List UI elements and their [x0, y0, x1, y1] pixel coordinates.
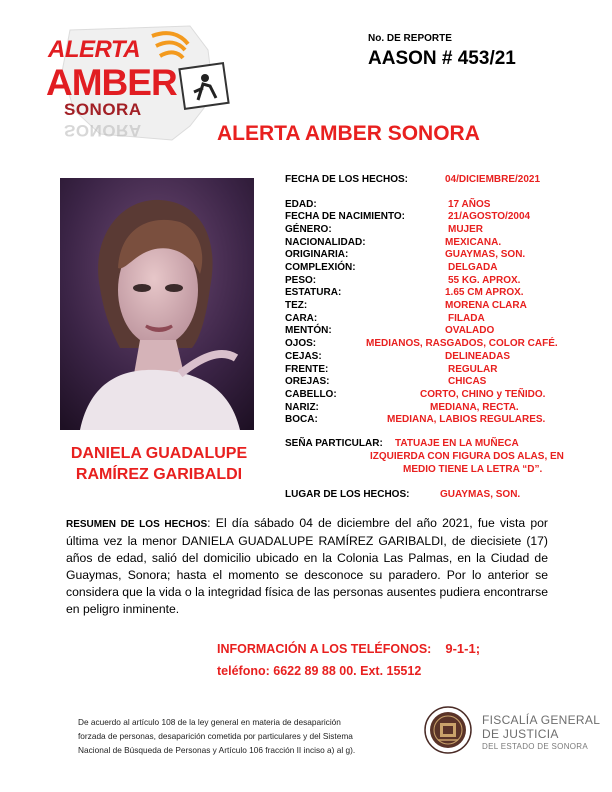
logo-amber-text: AMBER	[46, 62, 177, 103]
field-label-complexion: COMPLEXIÓN:	[285, 262, 356, 273]
field-value-ojos: MEDIANOS, RASGADOS, COLOR CAFÉ.	[366, 338, 558, 349]
logo-sonora-text: SONORA	[64, 100, 142, 119]
field-label-orejas: OREJAS:	[285, 376, 330, 387]
field-label-genero: GÉNERO:	[285, 224, 332, 235]
emergency-number: 9-1-1;	[445, 641, 481, 656]
resumen-text: : El día sábado 04 de diciembre del año 2021, fue vista por última vez la menor DANIELA GUADALUPE RAMÍREZ GARIBALDI, de diecisiete (17) años de edad, salió del domicilio ubicado en la Colonia Las Palmas, en la Ciudad de Guaymas, Sonora; hasta el momento se desconoce su paradero. Por lo anterior se considera que la vida o la integridad física de las personas ausentes pudiera encontrarse en peligro inminente.	[66, 516, 548, 616]
field-label-fecha-hechos: FECHA DE LOS HECHOS:	[285, 174, 408, 185]
field-value-cejas: DELINEADAS	[445, 351, 511, 362]
field-value-edad: 17 AÑOS	[448, 199, 491, 210]
field-label-cabello: CABELLO:	[285, 389, 337, 400]
report-number: AASON # 453/21	[368, 48, 516, 69]
field-label-nacimiento: FECHA DE NACIMIENTO:	[285, 211, 405, 222]
missing-person-photo	[60, 178, 254, 430]
field-value-cabello: CORTO, CHINO y TEÑIDO.	[420, 389, 546, 400]
field-value-menton: OVALADO	[445, 325, 495, 336]
sena-particular-label: SEÑA PARTICULAR:	[285, 438, 383, 449]
field-value-tez: MORENA CLARA	[445, 300, 527, 311]
field-value-orejas: CHICAS	[448, 376, 487, 387]
footer-legal-text	[78, 715, 408, 757]
field-value-genero: MUJER	[448, 224, 484, 235]
resumen-hechos	[66, 515, 548, 618]
lugar-hechos-label: LUGAR DE LOS HECHOS:	[285, 489, 410, 500]
field-value-peso: 55 KG. APROX.	[448, 275, 521, 286]
sena-particular-line3: MEDIO TIENE LA LETRA “D”.	[403, 464, 543, 475]
field-value-nacimiento: 21/AGOSTO/2004	[448, 211, 531, 222]
field-value-originaria: GUAYMAS, SON.	[445, 249, 526, 260]
field-value-fecha-hechos: 04/DICIEMBRE/2021	[445, 174, 541, 185]
field-value-nacionalidad: MEXICANA.	[445, 237, 502, 248]
field-label-cejas: CEJAS:	[285, 351, 322, 362]
field-value-estatura: 1.65 CM APROX.	[445, 287, 524, 298]
sena-particular-line1: TATUAJE EN LA MUÑECA	[395, 438, 519, 449]
lugar-hechos-value: GUAYMAS, SON.	[440, 489, 521, 500]
person-name	[40, 443, 278, 485]
page-title: ALERTA AMBER SONORA	[217, 122, 480, 145]
alerta-amber-logo	[40, 22, 240, 152]
field-label-nariz: NARIZ:	[285, 402, 319, 413]
footer-line1: De acuerdo al artículo 108 de la ley general en materia de desaparición	[78, 717, 341, 727]
footer-line3: Nacional de Búsqueda de Personas y Artículo 106 fracción II inciso a) al g).	[78, 745, 356, 755]
sena-particular-line2: IZQUIERDA CON FIGURA DOS ALAS, EN	[370, 451, 564, 462]
agency-name-line1: FISCALÍA GENERAL	[482, 713, 601, 727]
field-value-boca: MEDIANA, LABIOS REGULARES.	[387, 414, 546, 425]
field-value-complexion: DELGADA	[448, 262, 498, 273]
field-label-ojos: OJOS:	[285, 338, 317, 349]
field-value-cara: FILADA	[448, 313, 485, 324]
logo-sonora-reflection: SONORA	[64, 121, 142, 140]
field-label-boca: BOCA:	[285, 414, 318, 425]
field-label-peso: PESO:	[285, 275, 317, 286]
field-label-estatura: ESTATURA:	[285, 287, 342, 298]
info-label: INFORMACIÓN A LOS TELÉFONOS:	[217, 642, 432, 656]
person-name-line1: DANIELA GUADALUPE	[70, 445, 248, 462]
field-value-frente: REGULAR	[448, 364, 498, 375]
field-label-originaria: ORIGINARIA:	[285, 249, 349, 260]
field-label-edad: EDAD:	[285, 199, 317, 210]
person-name-line2: RAMÍREZ GARIBALDI	[75, 466, 243, 483]
info-telefonos	[217, 641, 480, 656]
logo-alerta-text: ALERTA	[48, 36, 141, 63]
field-label-tez: TEZ:	[285, 300, 308, 311]
field-label-nacionalidad: NACIONALIDAD:	[285, 237, 366, 248]
field-value-nariz: MEDIANA, RECTA.	[430, 402, 519, 413]
field-label-frente: FRENTE:	[285, 364, 329, 375]
footer-line2: forzada de personas, desaparición cometida por particulares y del Sistema	[78, 731, 353, 741]
fiscalia-seal-icon	[424, 706, 472, 754]
field-label-cara: CARA:	[285, 313, 318, 324]
info-phone: teléfono: 6622 89 88 00. Ext. 15512	[217, 664, 422, 678]
agency-name-line2: DE JUSTICIA	[482, 727, 559, 741]
field-label-menton: MENTÓN:	[285, 325, 332, 336]
agency-name-line3: DEL ESTADO DE SONORA	[482, 742, 589, 751]
report-label: No. DE REPORTE	[368, 33, 452, 44]
resumen-label: RESUMEN DE LOS HECHOS	[66, 519, 208, 530]
